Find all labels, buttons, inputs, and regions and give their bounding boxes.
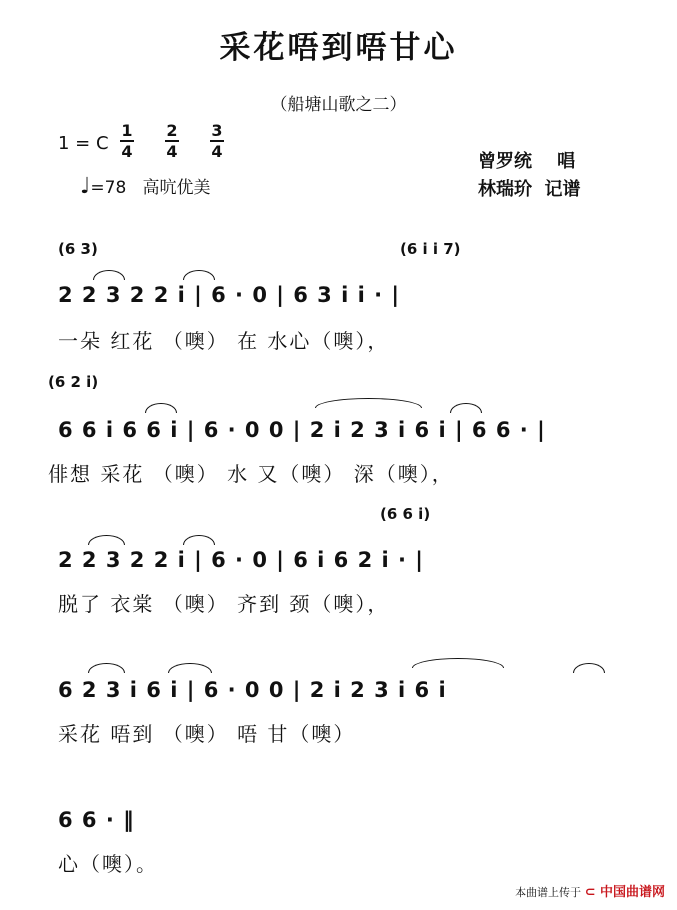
time-signature-1: 1 4: [121, 121, 133, 161]
quarter-note-icon: ♩: [80, 174, 91, 199]
slur: [183, 270, 215, 280]
page-title: 采花唔到唔甘心: [219, 30, 458, 66]
singer-credit: 曾罗统 唱: [478, 151, 576, 172]
tempo-marking: ♩=78 高吭优美: [80, 174, 211, 199]
lyrics-line: 心（噢）。: [58, 852, 158, 876]
time-signature-3: 3 4: [211, 121, 223, 161]
notation-line: 2 2 3 2 2 i | 6 · 0 | 6 3 i i · |: [58, 283, 401, 307]
footer-watermark: 本曲谱上传于 ⊂ 中国曲谱网: [515, 885, 665, 900]
transcriber-credit: 林瑞玠 记谱: [478, 179, 581, 200]
slur: [412, 658, 504, 668]
time-signature-2: 2 4: [166, 121, 178, 161]
slur: [315, 398, 422, 408]
lyrics-line: 一朵 红花 （噢） 在 水心（噢），: [58, 329, 390, 353]
page-subtitle: （船塘山歌之二）: [270, 95, 407, 115]
key-signature: 1 = C: [58, 133, 109, 154]
slur: [88, 535, 125, 545]
notation-line: 6 6 · ‖: [58, 808, 135, 832]
expression-marking: 高吭优美: [142, 178, 211, 198]
slur: [183, 535, 215, 545]
ornament: (6 6 i): [380, 505, 431, 523]
ornament: (6 2 i): [48, 373, 99, 391]
notation-line: 6 6 i 6 6 i | 6 · 0 0 | 2 i 2 3 i 6 i | 6 6 · |: [58, 418, 546, 442]
lyrics-line: 脱了 衣棠 （噢） 齐到 颈（噢），: [58, 592, 390, 616]
lyrics-line: 采花 唔到 （噢） 唔 甘（噢）: [58, 722, 356, 746]
slur: [168, 663, 212, 673]
lyrics-line: 俳想 采花 （噢） 水 又（噢） 深（噢），: [48, 462, 454, 486]
slur: [450, 403, 482, 413]
slur: [93, 270, 125, 280]
ornament: (6 3): [58, 240, 98, 258]
ornament: (6 i i 7): [400, 240, 461, 258]
slur: [88, 663, 125, 673]
notation-line: 6 2 3 i 6 i | 6 · 0 0 | 2 i 2 3 i 6 i: [58, 678, 447, 702]
slur: [145, 403, 177, 413]
slur: [573, 663, 605, 673]
site-logo: ⊂ 中国曲谱网: [584, 885, 665, 900]
notation-line: 2 2 3 2 2 i | 6 · 0 | 6 i 6 2 i · |: [58, 548, 424, 572]
